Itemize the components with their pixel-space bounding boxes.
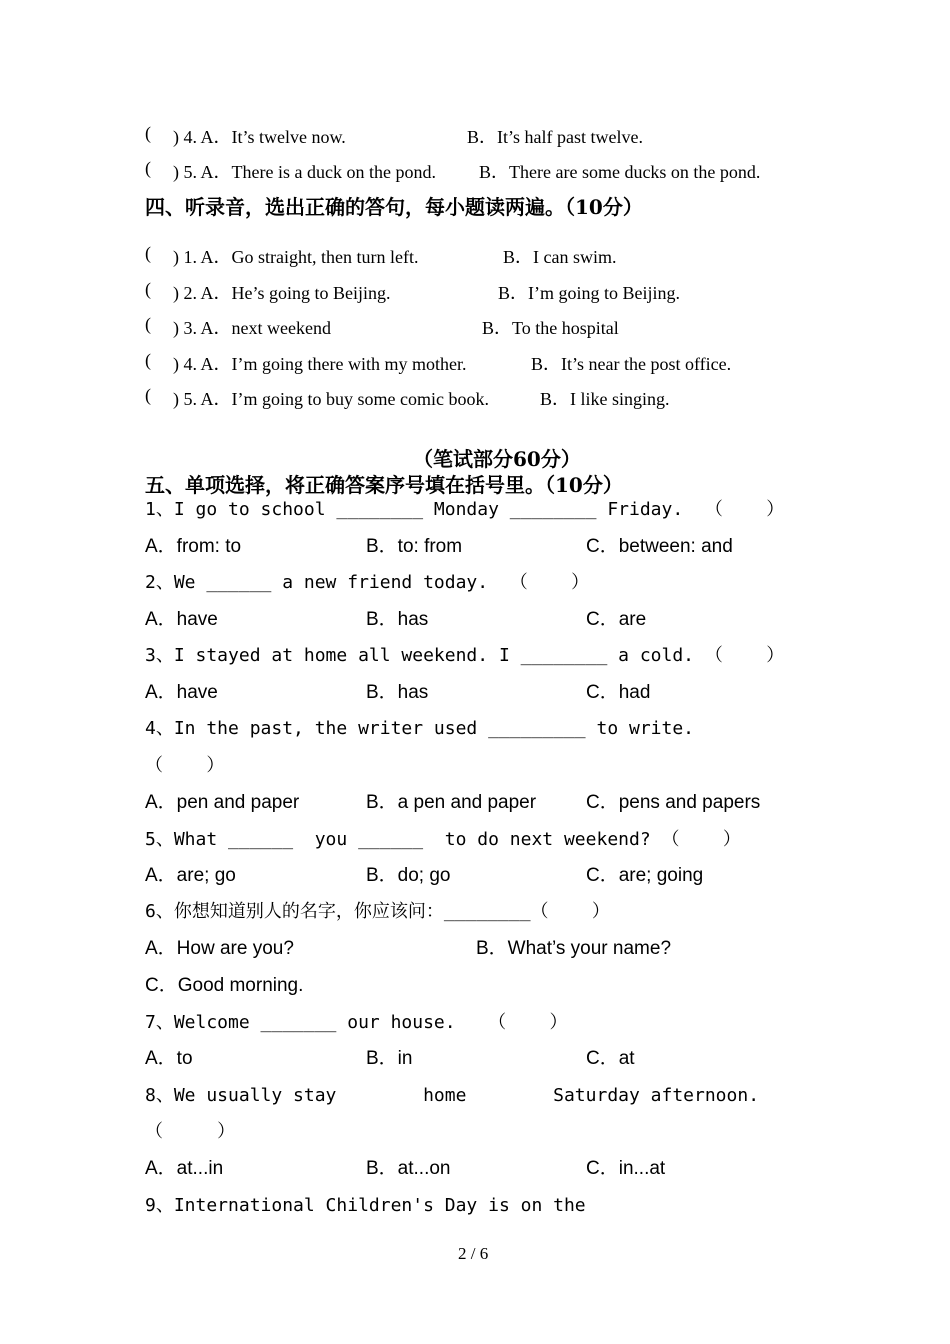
page-number: 2 / 6 <box>458 1244 489 1263</box>
question-stem: 2、We ______ a new friend today. （ ） <box>145 572 590 593</box>
choice-c: C．are <box>586 609 647 630</box>
question-option-a: ) 3. A．next weekend <box>173 318 331 338</box>
paren-open: ( <box>145 158 151 178</box>
answer-parentheses: （ ） <box>145 755 225 776</box>
choice-a: A．at...in <box>145 1158 224 1179</box>
section-heading: 五、单项选择，将正确答案序号填在括号里。（10分） <box>145 473 623 497</box>
question-stem: 8、We usually stay home Saturday afternoon. <box>145 1085 760 1106</box>
question-stem: 6、你想知道别人的名字，你应该问：________（ ） <box>145 901 610 922</box>
written-part-title: （笔试部分60分） <box>413 447 581 471</box>
paren-open: ( <box>145 385 151 405</box>
question-stem: 9、International Children's Day is on the <box>145 1195 586 1216</box>
choice-b: B．a pen and paper <box>366 792 537 813</box>
choice-c: C．had <box>586 682 651 703</box>
question-option-b: B．There are some ducks on the pond. <box>479 162 761 182</box>
choice-b: B．in <box>366 1048 413 1069</box>
question-option-b: B．I like singing. <box>540 389 670 409</box>
question-option-b: B．I’m going to Beijing. <box>498 283 680 303</box>
choice-c: C．Good morning. <box>145 975 304 996</box>
section-heading: 四、听录音，选出正确的答句，每小题读两遍。（10分） <box>145 195 643 219</box>
choice-b: B．has <box>366 609 429 630</box>
question-option-a: ) 5. A．There is a duck on the pond. <box>173 162 436 182</box>
choice-c: C．in...at <box>586 1158 666 1179</box>
question-option-a: ) 5. A．I’m going to buy some comic book. <box>173 389 489 409</box>
question-stem: 4、In the past, the writer used _________ to write. <box>145 718 695 739</box>
choice-c: C．are; going <box>586 865 704 886</box>
question-stem: 7、Welcome _______ our house. （ ） <box>145 1012 568 1033</box>
choice-a: A．are; go <box>145 865 236 886</box>
choice-c: C．pens and papers <box>586 792 761 813</box>
paren-open: ( <box>145 279 151 299</box>
question-option-b: B．I can swim. <box>503 247 617 267</box>
question-option-a: ) 4. A．It’s twelve now. <box>173 127 346 147</box>
question-option-b: B．It’s half past twelve. <box>467 127 643 147</box>
answer-parentheses: （ ） <box>145 1121 236 1142</box>
question-stem: 1、I go to school ________ Monday ________ Friday. （ ） <box>145 499 785 520</box>
choice-a: A．to <box>145 1048 193 1069</box>
question-option-a: ) 4. A．I’m going there with my mother. <box>173 354 467 374</box>
choice-b: B．to: from <box>366 536 463 557</box>
choice-c: C．between: and <box>586 536 733 557</box>
paren-open: ( <box>145 243 151 263</box>
question-option-a: ) 2. A．He’s going to Beijing. <box>173 283 391 303</box>
choice-c: C．at <box>586 1048 635 1069</box>
choice-a: A．have <box>145 609 218 630</box>
question-stem: 5、What ______ you ______ to do next weekend? （ ） <box>145 829 741 850</box>
paren-open: ( <box>145 350 151 370</box>
choice-a: A．How are you? <box>145 938 294 959</box>
choice-a: A．from: to <box>145 536 242 557</box>
choice-b: B．do; go <box>366 865 451 886</box>
choice-b: B．What’s your name? <box>476 938 672 959</box>
question-option-b: B．To the hospital <box>482 318 619 338</box>
question-option-b: B．It’s near the post office. <box>531 354 732 374</box>
choice-b: B．at...on <box>366 1158 451 1179</box>
question-stem: 3、I stayed at home all weekend. I ________ a cold. （ ） <box>145 645 785 666</box>
choice-b: B．has <box>366 682 429 703</box>
choice-a: A．pen and paper <box>145 792 300 813</box>
paren-open: ( <box>145 123 151 143</box>
paren-open: ( <box>145 314 151 334</box>
choice-a: A．have <box>145 682 218 703</box>
question-option-a: ) 1. A．Go straight, then turn left. <box>173 247 419 267</box>
